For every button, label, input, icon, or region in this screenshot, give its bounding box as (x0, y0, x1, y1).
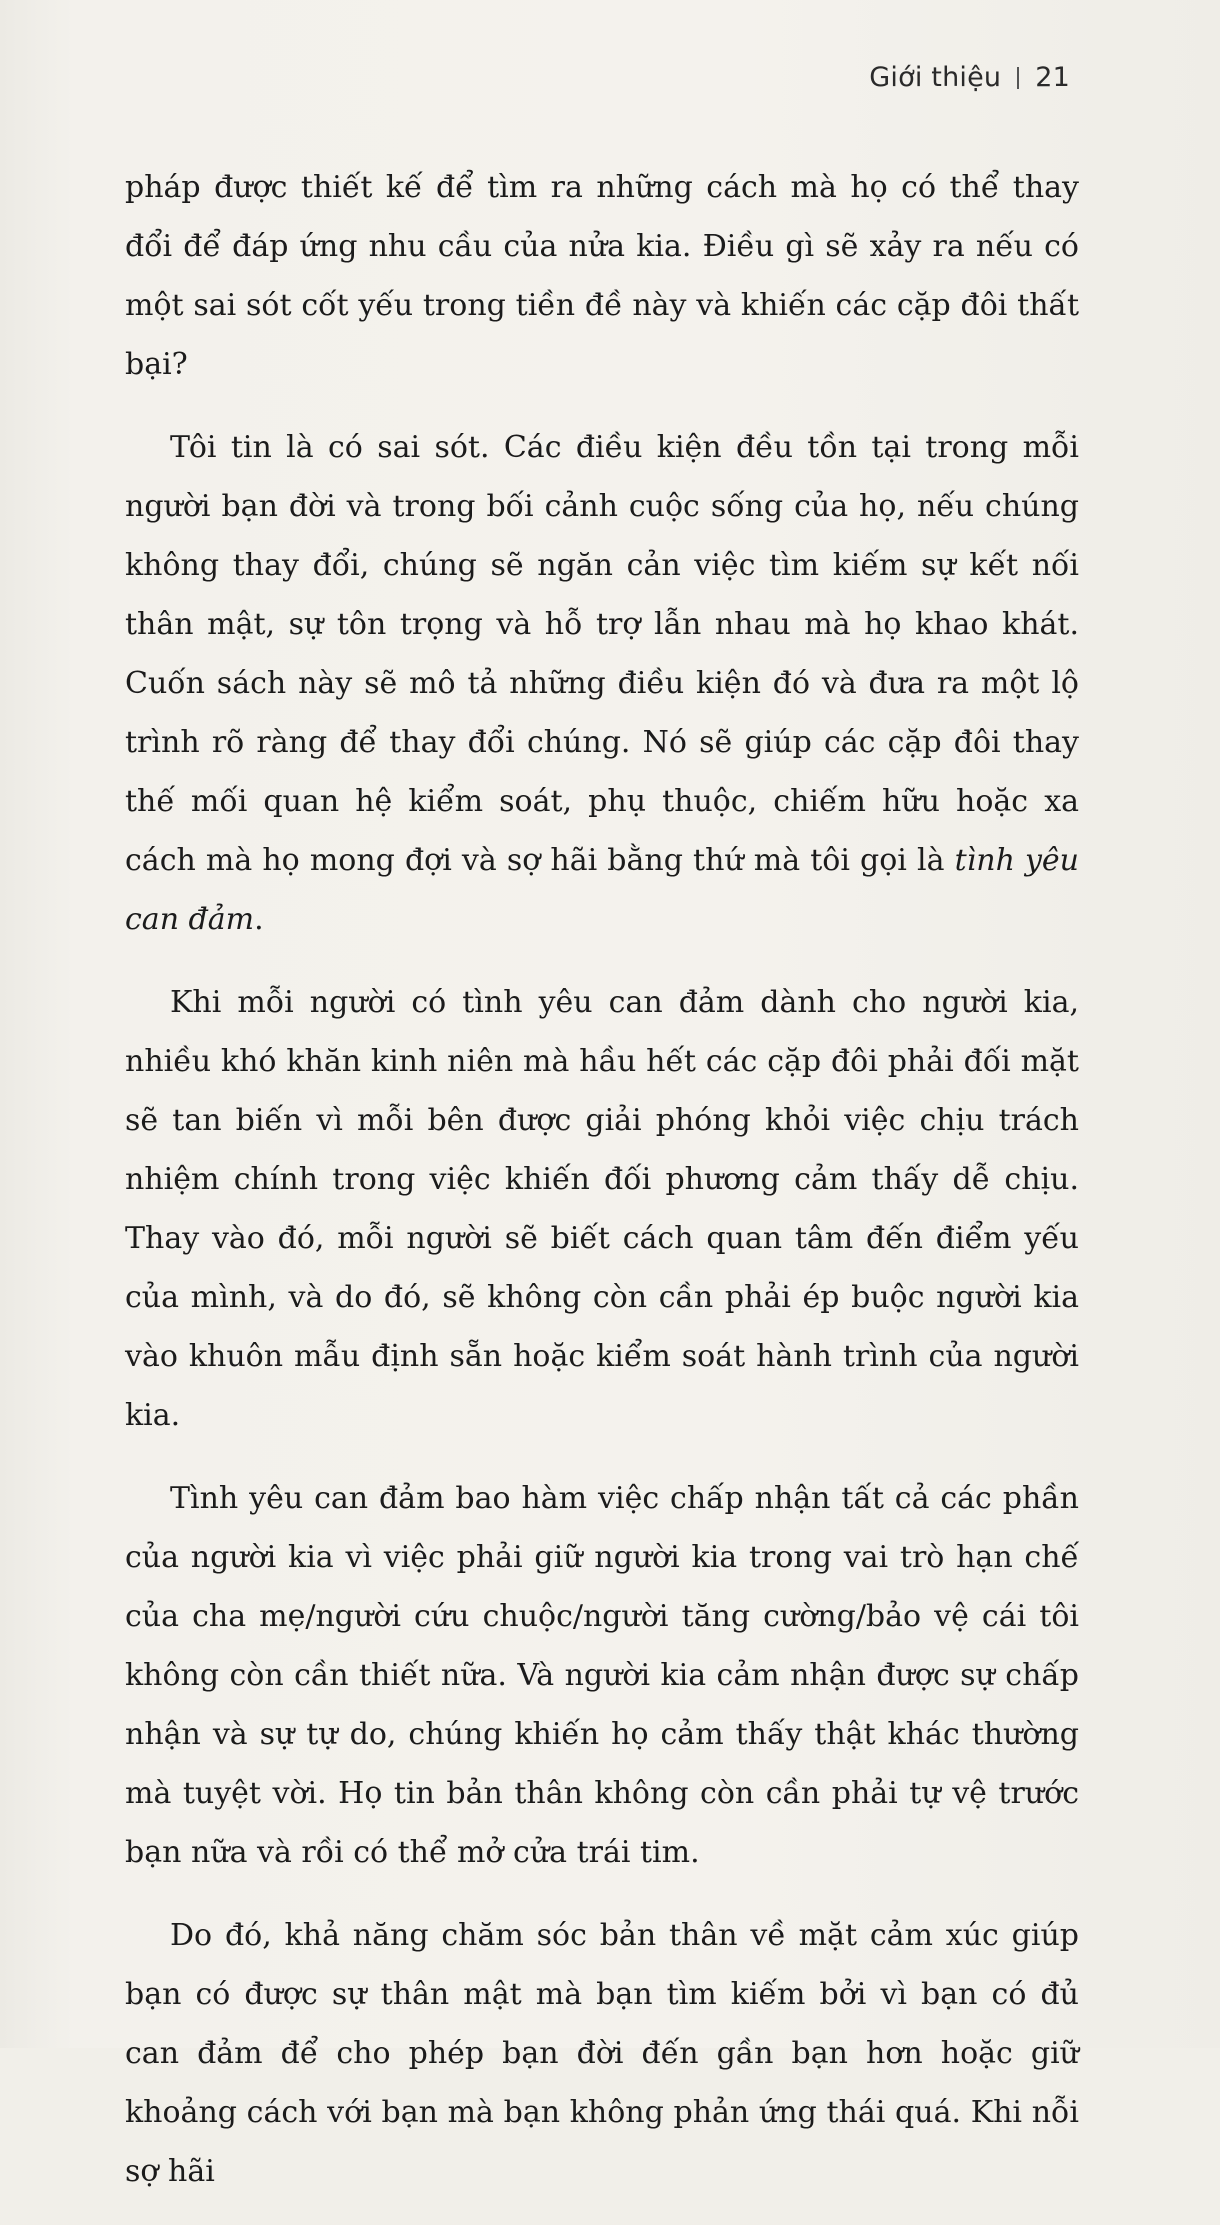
paragraph (125, 973, 1079, 1445)
paragraph-text: Khi mỗi người có tình yêu can đảm dành cho người kia, nhiều khó khăn kinh niên mà hầu hết các cặp đôi phải đối mặt sẽ tan biến vì mỗi bên được giải phóng khỏi việc chịu trách nhiệm chính trong việc khiến đối phương cảm thấy dễ chịu. Thay vào đó, mỗi người sẽ biết cách quan tâm đến điểm yếu của mình, và do đó, sẽ không còn cần phải ép buộc người kia vào khuôn mẫu định sẵn hoặc kiểm soát hành trình của người kia. (125, 985, 1079, 1433)
paragraph (125, 418, 1079, 949)
paragraph-continued (125, 158, 1079, 394)
header-separator (1017, 67, 1019, 89)
paragraph-text: Tôi tin là có sai sót. Các điều kiện đều tồn tại trong mỗi người bạn đời và trong bối cảnh cuộc sống của họ, nếu chúng không thay đổi, chúng sẽ ngăn cản việc tìm kiếm sự kết nối thân mật, sự tôn trọng và hỗ trợ lẫn nhau mà họ khao khát. Cuốn sách này sẽ mô tả những điều kiện đó và đưa ra một lộ trình rõ ràng để thay đổi chúng. Nó sẽ giúp các cặp đôi thay thế mối quan hệ kiểm soát, phụ thuộc, chiếm hữu hoặc xa cách mà họ mong đợi và sợ hãi bằng thứ mà tôi gọi là (125, 430, 1079, 878)
paragraph-text: pháp được thiết kế để tìm ra những cách mà họ có thể thay đổi để đáp ứng nhu cầu của nửa kia. Điều gì sẽ xảy ra nếu có một sai sót cốt yếu trong tiền đề này và khiến các cặp đôi thất bại? (125, 170, 1079, 382)
body-text (125, 158, 1079, 2225)
section-title: Giới thiệu (869, 62, 1002, 93)
paragraph-text: Tình yêu can đảm bao hàm việc chấp nhận tất cả các phần của người kia vì việc phải giữ người kia trong vai trò hạn chế của cha mẹ/người cứu chuộc/người tăng cường/bảo vệ cái tôi không còn cần thiết nữa. Và người kia cảm nhận được sự chấp nhận và sự tự do, chúng khiến họ cảm thấy thật khác thường mà tuyệt vời. Họ tin bản thân không còn cần phải tự vệ trước bạn nữa và rồi có thể mở cửa trái tim. (125, 1481, 1079, 1870)
paragraph (125, 1469, 1079, 1882)
running-head (869, 62, 1070, 93)
paragraph-text: Do đó, khả năng chăm sóc bản thân về mặt cảm xúc giúp bạn có được sự thân mật mà bạn tìm kiếm bởi vì bạn có đủ can đảm để cho phép bạn đời đến gần bạn hơn hoặc giữ khoảng cách với bạn mà bạn không phản ứng thái quá. Khi nỗi sợ hãi (125, 1918, 1079, 2189)
italic-term: tình yêu can đảm (125, 843, 1080, 937)
page-number: 21 (1035, 62, 1070, 93)
paragraph (125, 1906, 1079, 2201)
paragraph-tail: . (254, 902, 264, 937)
